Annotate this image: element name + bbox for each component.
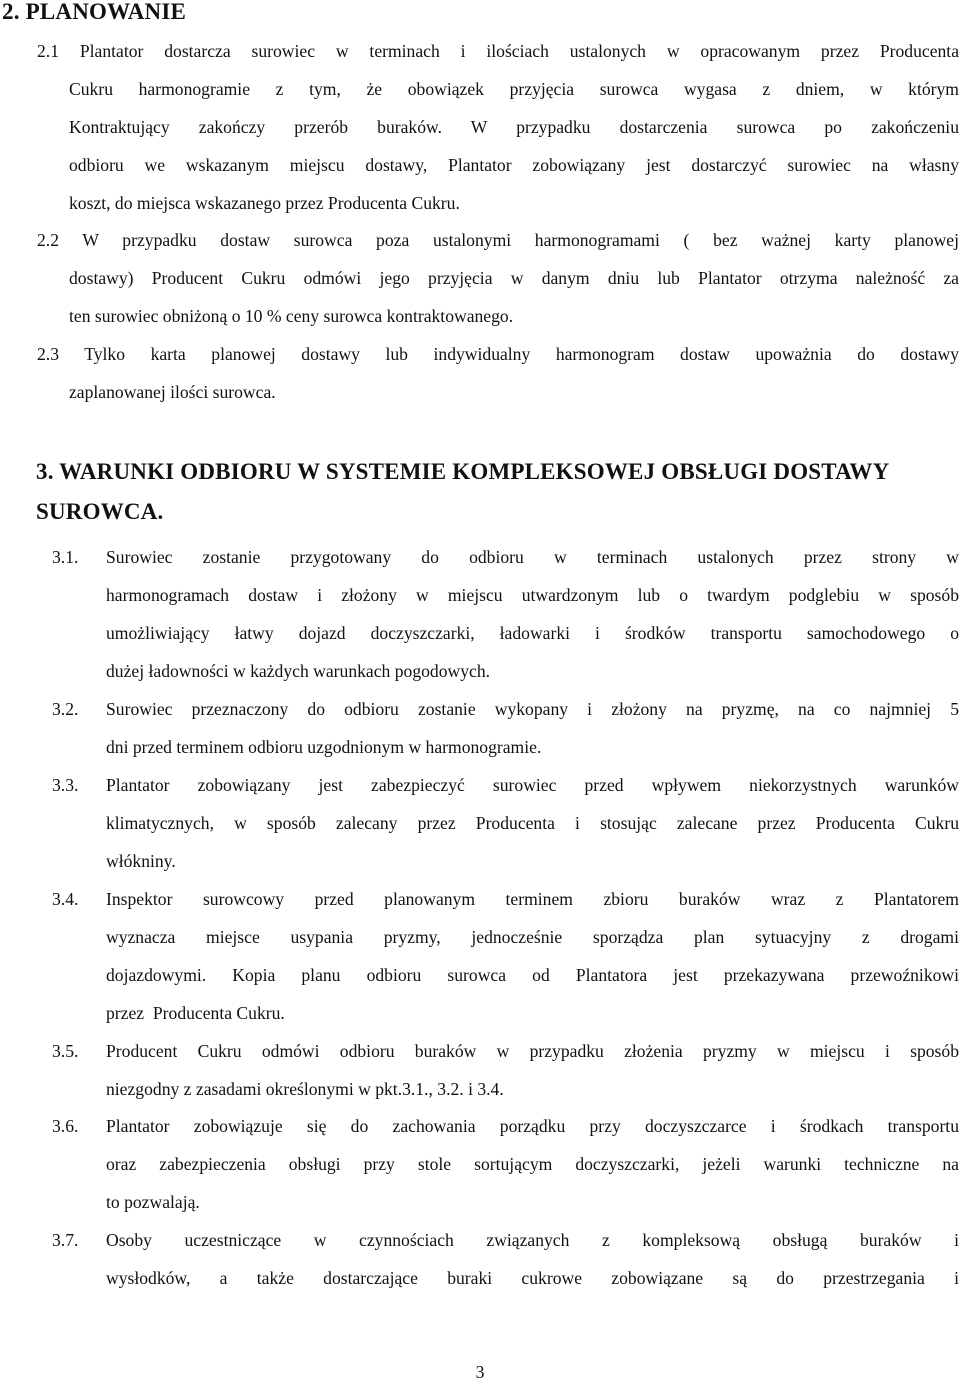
text-line: 2.2 W przypadku dostaw surowca poza ustalonymi harmonogramami ( bez ważnej karty planowej <box>37 230 959 250</box>
text-line: 2.3 Tylko karta planowej dostawy lub indywidualny harmonogram dostaw upoważnia do dostawy <box>37 344 959 364</box>
text-line: Inspektor surowcowy przed planowanym terminem zbioru buraków wraz z Plantatorem <box>106 889 959 909</box>
item-text <box>106 766 959 880</box>
text-line: wysłodków, a także dostarczające buraki cukrowe zobowiązane są do przestrzegania i <box>106 1268 959 1288</box>
text-line: dni przed terminem odbioru uzgodnionym w harmonogramie. <box>106 737 542 757</box>
text-line: niezgodny z zasadami określonymi w pkt.3.1., 3.2. i 3.4. <box>106 1079 504 1099</box>
text-line: wyznacza miejsce usypania pryzmy, jednocześnie sporządza plan sytuacyjny z drogami <box>106 927 959 947</box>
item-number: 3.5. <box>52 1041 79 1061</box>
item-text <box>106 690 959 766</box>
paragraph-2-3 <box>37 335 959 411</box>
text-line: oraz zabezpieczenia obsługi przy stole sortującym doczyszczarki, jeżeli warunki techniczne na <box>106 1154 959 1174</box>
text-line: przez Producenta Cukru. <box>106 1003 285 1023</box>
paragraph-2-2 <box>37 221 959 335</box>
text-line: koszt, do miejsca wskazanego przez Producenta Cukru. <box>69 193 460 213</box>
item-number: 3.3. <box>52 775 79 795</box>
item-text <box>106 1221 959 1297</box>
text-line: Surowiec zostanie przygotowany do odbioru w terminach ustalonych przez strony w <box>106 547 959 567</box>
item-number: 3.7. <box>52 1230 79 1250</box>
text-line: dojazdowymi. Kopia planu odbioru surowca od Plantatora jest przekazywana przewoźnikowi <box>106 965 959 985</box>
item-text <box>106 538 959 690</box>
paragraph-2-1 <box>37 32 959 222</box>
text-line: dostawy) Producent Cukru odmówi jego przyjęcia w danym dniu lub Plantator otrzyma należność za <box>69 268 959 288</box>
text-line: dużej ładowności w każdych warunkach pogodowych. <box>106 661 491 681</box>
text-line: to pozwalają. <box>106 1192 200 1212</box>
text-line: umożliwiający łatwy dojazd doczyszczarki, ładowarki i środków transportu samochodowego o <box>106 623 959 643</box>
text-line: ten surowiec obniżoną o 10 % ceny surowca kontraktowanego. <box>69 306 514 326</box>
item-text <box>106 1032 959 1108</box>
text-line: odbioru we wskazanym miejscu dostawy, Plantator zobowiązany jest dostarczyć surowiec na własny <box>69 155 959 175</box>
item-number: 3.6. <box>52 1116 79 1136</box>
text-line: Kontraktujący zakończy przerób buraków. W przypadku dostarczenia surowca po zakończeniu <box>69 117 959 137</box>
text-line: klimatycznych, w sposób zalecany przez Producenta i stosując zalecane przez Producenta Cukru <box>106 813 959 833</box>
item-text <box>106 1107 959 1221</box>
page-number: 3 <box>475 1362 485 1382</box>
item-number: 3.1. <box>52 547 79 567</box>
text-line: Surowiec przeznaczony do odbioru zostanie wykopany i złożony na pryzmę, na co najmniej 5 <box>106 699 959 719</box>
text-line: zaplanowanej ilości surowca. <box>69 382 276 402</box>
text-line: Osoby uczestniczące w czynnościach związanych z kompleksową obsługą buraków i <box>106 1230 959 1250</box>
heading-line: SUROWCA. <box>36 499 164 524</box>
text-line: 2.1 Plantator dostarcza surowiec w terminach i ilościach ustalonych w opracowanym przez Producenta <box>37 41 959 61</box>
text-line: Plantator zobowiązany jest zabezpieczyć surowiec przed wpływem niekorzystnych warunków <box>106 775 959 795</box>
section-2-heading: 2. PLANOWANIE <box>2 0 187 24</box>
text-line: Producent Cukru odmówi odbioru buraków w przypadku złożenia pryzmy w miejscu i sposób <box>106 1041 959 1061</box>
text-line: włókniny. <box>106 851 176 871</box>
item-text <box>106 880 959 1032</box>
text-line: Plantator zobowiązuje się do zachowania porządku przy doczyszczarce i środkach transportu <box>106 1116 959 1136</box>
heading-line: 3. WARUNKI ODBIORU W SYSTEMIE KOMPLEKSOWEJ OBSŁUGI DOSTAWY <box>36 459 890 484</box>
text-line: harmonogramach dostaw i złożony w miejscu utwardzonym lub o twardym podglebiu w sposób <box>106 585 959 605</box>
item-number: 3.4. <box>52 889 79 909</box>
item-number: 3.2. <box>52 699 79 719</box>
text-line: Cukru harmonogramie z tym, że obowiązek przyjęcia surowca wygasa z dniem, w którym <box>69 79 959 99</box>
section-3-heading <box>36 452 936 532</box>
